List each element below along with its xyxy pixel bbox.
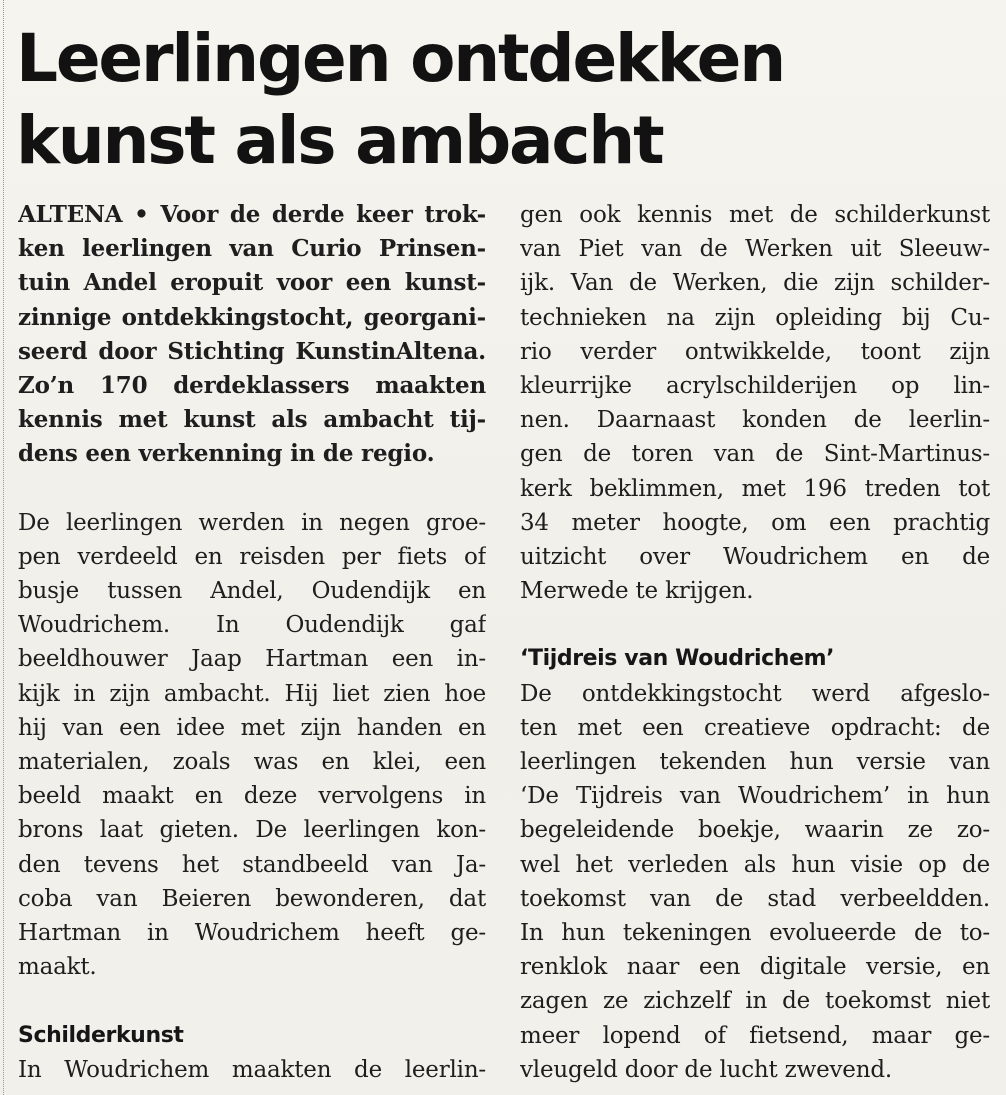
body-line: coba van Beieren bewonderen, dat [18, 885, 486, 912]
body-paragraph-1 [18, 506, 486, 985]
paragraph-gap [18, 984, 486, 1018]
body-line: kleurrijke acrylschilderijen op lin- [520, 372, 990, 399]
body-line: ten met een creatieve opdracht: de [520, 714, 990, 741]
body-line: materialen, zoals was en klei, een [18, 749, 486, 775]
body-line: ‘De Tijdreis van Woudrichem’ in hun [520, 783, 990, 810]
intro-line: tuin Andel eropuit voor een kunst- [18, 269, 486, 297]
headline-line-2: kunst als ambacht [16, 102, 663, 179]
intro-line: seerd door Stichting KunstinAltena. [18, 337, 486, 365]
body-line: gen ook kennis met de schilderkunst [520, 202, 990, 228]
body-line: 34 meter hoogte, om een prachtig [520, 509, 990, 536]
section-heading-schilderkunst: Schilderkunst [18, 1022, 184, 1048]
body-line: leerlingen tekenden hun versie van [520, 749, 990, 775]
body-line: toekomst van de stad verbeeldden. [520, 885, 990, 912]
intro-line: ken leerlingen van Curio Prinsen- [18, 235, 486, 263]
body-line: uitzicht over Woudrichem en de [520, 543, 990, 570]
paragraph-gap [18, 472, 486, 506]
body-line: zagen ze zichzelf in de toekomst niet [520, 988, 990, 1015]
body-line: ijk. Van de Werken, die zijn schilder- [520, 270, 990, 297]
intro-line: Zo’n 170 derdeklassers maakten [18, 371, 486, 399]
article-column-left [18, 198, 486, 1087]
body-line: kerk beklimmen, met 196 treden tot [520, 475, 990, 502]
body-paragraph-3 [520, 677, 990, 1087]
intro-line: ALTENA • Voor de derde keer trok- [18, 201, 486, 228]
body-line: beeldhouwer Jaap Hartman een in- [18, 646, 486, 673]
body-line: In Woudrichem maakten de leerlin- [18, 1056, 486, 1083]
paragraph-gap [520, 608, 990, 642]
article-headline [16, 18, 996, 182]
body-line: hij van een idee met zijn handen en [18, 714, 486, 741]
body-line: beeld maakt en deze vervolgens in [18, 783, 486, 810]
body-line: In hun tekeningen evolueerde de to- [520, 919, 990, 946]
body-line: maakt. [18, 954, 97, 981]
body-line: pen verdeeld en reisden per fiets of [18, 543, 486, 570]
body-line: meer lopend of fietsend, maar ge- [520, 1022, 990, 1049]
body-line: gen de toren van de Sint-Martinus- [520, 441, 990, 468]
body-line: busje tussen Andel, Oudendijk en [18, 578, 486, 605]
body-line: kijk in zijn ambacht. Hij liet zien hoe [18, 680, 486, 707]
body-line: technieken na zijn opleiding bij Cu- [520, 304, 990, 331]
body-line: Hartman in Woudrichem heeft ge- [18, 919, 486, 946]
intro-line: kennis met kunst als ambacht tij- [18, 406, 486, 434]
body-line: rio verder ontwikkelde, toont zijn [520, 338, 990, 365]
body-line: den tevens het standbeeld van Ja- [18, 851, 486, 878]
intro-line: dens een verkenning in de regio. [18, 440, 435, 468]
body-line: De leerlingen werden in negen groe- [18, 509, 486, 536]
body-line: Woudrichem. In Oudendijk gaf [18, 612, 486, 639]
body-line: wel het verleden als hun visie op de [520, 851, 990, 878]
body-paragraph-2 [520, 198, 990, 608]
body-line: nen. Daarnaast konden de leerlin- [520, 407, 990, 434]
headline-line-1: Leerlingen ontdekken [16, 20, 784, 97]
article-column-right [520, 198, 990, 1087]
body-line: begeleidende boekje, waarin ze zo- [520, 817, 990, 844]
body-line: Merwede te krijgen. [520, 578, 754, 605]
intro-line: zinnige ontdekkingstocht, georgani- [18, 303, 486, 331]
intro-paragraph [18, 198, 486, 472]
body-line: vleugeld door de lucht zwevend. [520, 1056, 892, 1083]
body-line: renklok naar een digitale versie, en [520, 954, 990, 981]
body-line: brons laat gieten. De leerlingen kon- [18, 817, 486, 844]
clipping-cut-edge [3, 0, 4, 1095]
section-heading-tijdreis: ‘Tijdreis van Woudrichem’ [520, 646, 835, 672]
body-line: van Piet van de Werken uit Sleeuw- [520, 236, 990, 263]
body-line: De ontdekkingstocht werd afgeslo- [520, 680, 990, 707]
